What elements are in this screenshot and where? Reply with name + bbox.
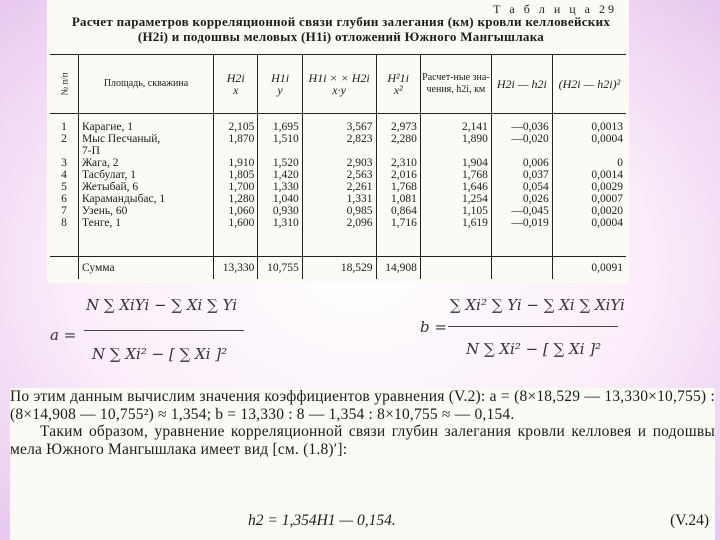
col-x2: 2,973 2,280 2,310 2,016 1,768 1,081 0,864 1,716 [376, 114, 420, 257]
sum-sq: 0,0091 [552, 257, 626, 280]
formula-b-lhs: b = [420, 318, 447, 336]
col-calc: 2,141 1,890 1,904 1,768 1,646 1,254 1,105 1,619 [420, 114, 491, 257]
header-h2: H2i x [214, 55, 258, 114]
sum-xy: 18,529 [302, 257, 376, 280]
correlation-table [50, 54, 626, 279]
paragraph-1: По этим данным вычислим значения коэффициентов уравнения (V.2): a = (8×18,529 — 13,330×10,755) : (8×14,908 — 10,755²) ≈ 1,354; b = 13,330 : 8 — 1,354 : 8×10,755 ≈ — 0,154. [10, 388, 715, 423]
formula-a-denominator: N ∑ Xi² − [ ∑ Xi ]² [92, 345, 228, 363]
table-body-row [50, 114, 626, 257]
table-title: Расчет параметров корреляционной связи глубин залегания (км) кровли келловейских (H2i) и подошвы меловых (H1i) отложений Южного Мангышлака [71, 14, 611, 44]
text-scan [10, 388, 715, 540]
sum-x2: 14,908 [376, 257, 420, 280]
col-num: 1 2 3 4 5 6 7 8 [50, 114, 79, 257]
header-num: № п/п [50, 55, 79, 114]
col-diff: —0,036 —0,020 0,006 0,037 0,054 0,026 —0,045 —0,019 [491, 114, 552, 257]
sum-calc [420, 257, 491, 280]
equation-label: (V.24) [670, 512, 709, 529]
col-h1: 1,695 1,510 1,520 1,420 1,330 1,040 0,930 1,310 [258, 114, 302, 257]
col-h2: 2,105 1,870 1,910 1,805 1,700 1,280 1,060 1,600 [214, 114, 258, 257]
sum-label: Сумма [79, 257, 214, 280]
equation-final: h2 = 1,354H1 — 0,154. [248, 512, 396, 529]
header-diff: H2i — h2i [491, 55, 552, 114]
header-x2: H²1i x² [376, 55, 420, 114]
header-h1: H1i y [258, 55, 302, 114]
col-name: Карагие, 1 Мыс Песчаный, 7-П Жага, 2 Тасбулат, 1 Жетыбай, 6 Карамандыбас, 1 Узень, 60 Тенге, 1 [79, 114, 214, 257]
table-label: Т а б л и ц а 29 [493, 2, 617, 16]
formula-a-fraction-bar [84, 330, 244, 331]
table-sum-row [50, 257, 626, 280]
header-area: Площадь, скважина [79, 55, 214, 114]
formula-b-denominator: N ∑ Xi² − [ ∑ Xi ]² [466, 340, 602, 358]
formula-b-numerator: ∑ Xi² ∑ Yi − ∑ Xi ∑ XiYi [450, 296, 625, 314]
sum-h1: 10,755 [258, 257, 302, 280]
sum-h2: 13,330 [214, 257, 258, 280]
col-xy: 3,567 2,823 2,903 2,563 2,261 1,331 0,985 2,096 [302, 114, 376, 257]
col-sq: 0,0013 0,0004 0 0,0014 0,0029 0,0007 0,0020 0,0004 [591, 121, 623, 229]
sum-diff [491, 257, 552, 280]
header-calc: Расчет-ные зна-чения, h2i, км [420, 55, 491, 114]
header-xy: H1i × × H2i x·y [302, 55, 376, 114]
body-text [10, 388, 715, 458]
formula-b-fraction-bar [448, 326, 618, 327]
header-sq: (H2i — h2i)² [552, 55, 626, 114]
table-scan [47, 0, 629, 283]
formula-a-lhs: a = [50, 326, 77, 344]
formula-a-numerator: N ∑ XiYi − ∑ Xi ∑ Yi [86, 296, 238, 314]
table-header-row [50, 55, 626, 114]
paragraph-2: Таким образом, уравнение корреляционной связи глубин залегания кровли келловея и подошвы мела Южного Мангышлака имеет вид [см. (1.8)′]: [10, 423, 715, 458]
